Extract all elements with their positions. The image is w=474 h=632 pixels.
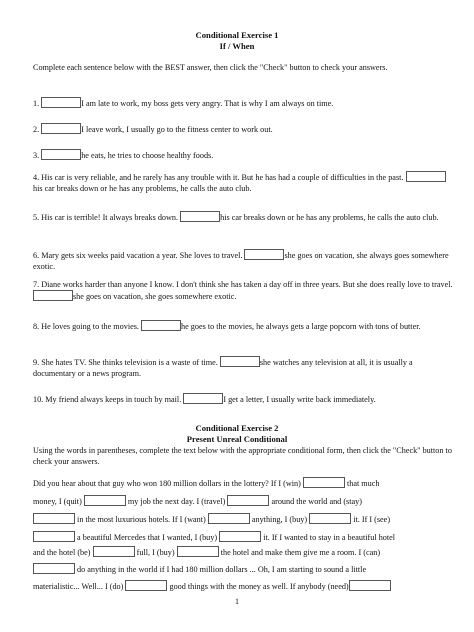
exercise1-item [33,149,453,161]
exercise2-line [33,477,463,489]
exercise1-item [33,171,453,194]
line-text: anything, I (buy) [249,515,310,524]
answer-input[interactable] [177,546,219,557]
exercise2-line [33,513,463,525]
line-text: around the world and (stay) [269,497,362,506]
line-text: in the most luxurious hotels. If I (want) [75,515,208,524]
item-text-before: 3. [33,151,42,160]
line-text: that much [344,479,380,488]
answer-input[interactable] [180,211,220,222]
item-text-after: she goes on vacation, she always goes somewhere exotic. [33,251,449,272]
exercise2-line [33,563,463,575]
exercise2-instructions: Using the words in parentheses, complete the text below with the appropriate conditional form, then click the "Check" button to check your answers. [33,446,452,467]
answer-input[interactable] [208,513,250,524]
answer-input[interactable] [406,171,446,182]
exercise2-line [33,531,463,543]
exercise2-line [33,495,463,507]
item-text-after: his car breaks down or he has any problems, he calls the auto club. [220,213,439,222]
item-text-after: he eats, he tries to choose healthy foods. [81,151,214,160]
answer-input[interactable] [33,513,75,524]
exercise1-title: Conditional Exercise 1 [195,30,279,40]
line-text: it. If I (see) [351,515,391,524]
answer-input[interactable] [227,495,269,506]
exercise1-item [33,320,453,332]
answer-input[interactable] [84,495,126,506]
line-text: and the hotel (be) [33,548,93,557]
line-text: do anything in the world if I had 180 million dollars ... Oh, I am starting to sound a little [75,565,367,574]
answer-input[interactable] [33,290,73,301]
answer-input[interactable] [41,149,81,160]
exercise2-line [33,546,463,558]
exercise1-item [33,123,453,135]
item-text-before: 5. His car is terrible! It always breaks down. [33,213,181,222]
item-text-after: she goes on vacation, she goes somewhere exotic. [73,292,237,302]
exercise1-subtitle: If / When [219,41,255,51]
item-text-before: 1. [33,99,42,108]
answer-input[interactable] [125,580,167,591]
item-text-before: 2. [33,125,42,134]
item-text-before: 8. He loves going to the movies. [33,322,142,331]
item-text-after: she watches any television at all, it is usually a documentary or a news program. [33,358,413,379]
item-text-before: 6. Mary gets six weeks paid vacation a year. She loves to travel. [33,251,245,260]
exercise2-subtitle: Present Unreal Conditional [186,434,288,444]
line-text: full, I (buy) [134,548,177,557]
item-text-after: I get a letter, I usually write back immediately. [223,395,376,404]
answer-input[interactable] [219,531,261,542]
answer-input[interactable] [309,513,351,524]
exercise1-item [33,279,453,302]
exercise2-line [33,580,463,592]
exercise2-title: Conditional Exercise 2 [195,423,279,433]
answer-input[interactable] [303,477,345,488]
answer-input[interactable] [220,356,260,367]
exercise1-instructions: Complete each sentence below with the BEST answer, then click the "Check" button to check your answers. [33,63,388,72]
line-text: materialistic... Well... I (do) [33,582,126,591]
answer-input[interactable] [244,249,284,260]
answer-input[interactable] [33,531,75,542]
exercise1-item [33,393,453,405]
answer-input[interactable] [141,320,181,331]
line-text: good things with the money as well. If anybody (need) [167,582,349,591]
exercise1-item [33,356,453,379]
item-text-after: I leave work, I usually go to the fitness center to work out. [81,125,273,134]
line-text: Did you hear about that guy who won 180 million dollars in the lottery? If I (win) [33,479,303,488]
line-text: a beautiful Mercedes that I wanted, I (buy) [75,533,220,542]
exercise1-item [33,249,453,272]
item-text-after: he goes to the movies, he always gets a large popcorn with tons of butter. [181,322,421,331]
answer-input[interactable] [41,123,81,134]
answer-input[interactable] [183,393,223,404]
line-text: money, I (quit) [33,497,84,506]
item-text-after: I am late to work, my boss gets very angry. That is why I am always on time. [81,99,334,108]
item-text-before: 9. She hates TV. She thinks television is a waste of time. [33,358,220,367]
exercise1-item [33,211,453,223]
answer-input[interactable] [93,546,135,557]
line-text: my job the next day. I (travel) [125,497,228,506]
item-text-after: his car breaks down or he has any problems, he calls the auto club. [33,184,252,194]
line-text: the hotel and make them give me a room. I (can) [218,548,381,557]
line-text: it. If I wanted to stay in a beautiful hotel [261,533,396,542]
item-text-before: 10. My friend always keeps in touch by mail. [33,395,184,404]
exercise1-item [33,97,453,109]
item-text-before: 7. Diane works harder than anyone I know. I don't think she has taken a day off in three years. But she does really love to travel. [33,280,453,289]
item-text-before: 4. His car is very reliable, and he rarely has any trouble with it. But he has had a couple of difficulties in the past. [33,173,406,182]
page-number: 1 [235,597,239,606]
answer-input[interactable] [349,580,391,591]
answer-input[interactable] [33,563,75,574]
answer-input[interactable] [41,97,81,108]
